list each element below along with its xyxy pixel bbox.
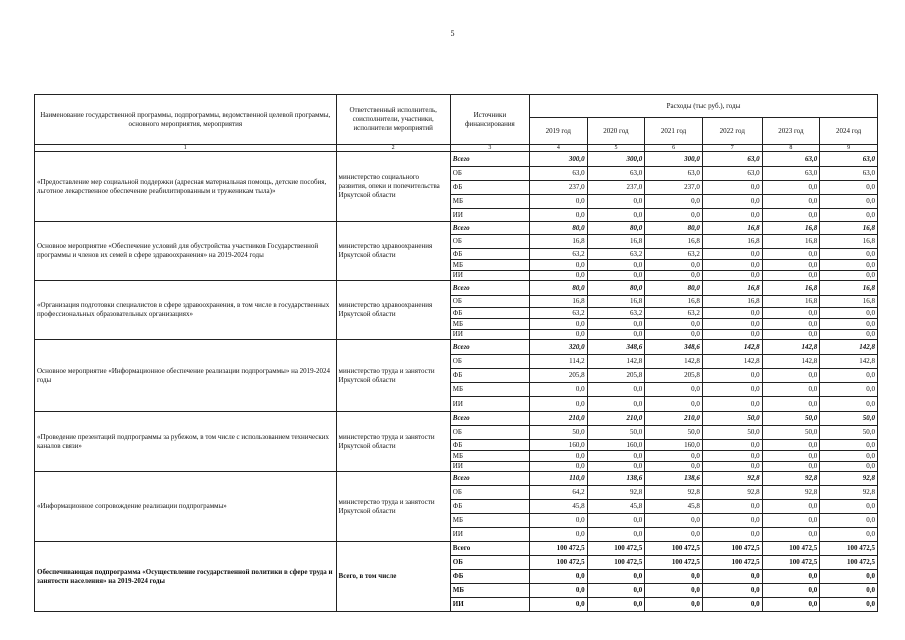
expense-value: 80,0	[530, 222, 588, 235]
expense-value: 0,0	[530, 397, 588, 412]
row-name: Основное мероприятие «Информационное обеспечение реализации подпрограммы» на 2019-2024 годы	[35, 340, 337, 412]
expense-value: 0,0	[762, 271, 820, 281]
expense-value: 300,0	[530, 152, 588, 167]
expense-value: 0,0	[587, 209, 645, 222]
table-row	[35, 222, 878, 235]
table-row	[35, 472, 878, 486]
expense-value: 0,0	[762, 383, 820, 397]
expense-value: 205,8	[530, 369, 588, 383]
expense-value: 0,0	[587, 598, 645, 612]
funding-source: ОБ	[450, 296, 529, 308]
expense-value: 0,0	[820, 584, 878, 598]
expense-value: 142,8	[820, 355, 878, 369]
expense-value: 0,0	[645, 383, 703, 397]
expense-value: 0,0	[530, 584, 588, 598]
expense-value: 0,0	[820, 369, 878, 383]
expense-value: 0,0	[645, 330, 703, 340]
funding-source: ОБ	[450, 486, 529, 500]
funding-source: ОБ	[450, 556, 529, 570]
expense-value: 0,0	[762, 181, 820, 195]
funding-source: ОБ	[450, 426, 529, 440]
expense-value: 0,0	[820, 308, 878, 319]
expense-value: 300,0	[645, 152, 703, 167]
expense-value: 92,8	[762, 486, 820, 500]
funding-source: ФБ	[450, 308, 529, 319]
table-row	[35, 340, 878, 355]
column-number: 1	[35, 145, 337, 152]
expense-value: 63,2	[645, 308, 703, 319]
expense-value: 0,0	[645, 209, 703, 222]
expense-value: 0,0	[587, 271, 645, 281]
expense-value: 0,0	[530, 271, 588, 281]
expense-value: 50,0	[762, 412, 820, 426]
expense-value: 16,8	[530, 235, 588, 249]
expense-value: 16,8	[702, 296, 762, 308]
expense-value: 0,0	[645, 195, 703, 209]
expense-value: 0,0	[530, 319, 588, 330]
expense-value: 0,0	[820, 383, 878, 397]
funding-source: ИИ	[450, 330, 529, 340]
expense-value: 92,8	[702, 472, 762, 486]
expense-value: 0,0	[702, 195, 762, 209]
expense-value: 142,8	[587, 355, 645, 369]
expense-value: 0,0	[587, 570, 645, 584]
expense-value: 205,8	[587, 369, 645, 383]
expense-value: 210,0	[587, 412, 645, 426]
expense-value: 100 472,5	[702, 556, 762, 570]
expense-value: 142,8	[820, 340, 878, 355]
table-row	[35, 281, 878, 296]
expense-value: 0,0	[645, 271, 703, 281]
funding-source: Всего	[450, 281, 529, 296]
expense-value: 100 472,5	[587, 542, 645, 556]
expense-value: 0,0	[587, 451, 645, 462]
funding-source: МБ	[450, 195, 529, 209]
expense-value: 0,0	[762, 598, 820, 612]
expense-value: 64,2	[530, 486, 588, 500]
expense-value: 0,0	[820, 528, 878, 542]
expense-value: 142,8	[702, 340, 762, 355]
expense-value: 0,0	[702, 462, 762, 472]
row-executor: министерство здравоохранения Иркутской области	[336, 222, 450, 281]
expense-value: 100 472,5	[762, 542, 820, 556]
expense-value: 80,0	[530, 281, 588, 296]
expense-value: 0,0	[762, 528, 820, 542]
expense-value: 142,8	[762, 355, 820, 369]
expense-value: 100 472,5	[702, 542, 762, 556]
expense-value: 0,0	[702, 584, 762, 598]
expense-value: 0,0	[762, 570, 820, 584]
column-number: 9	[820, 145, 878, 152]
expense-value: 0,0	[645, 570, 703, 584]
expense-value: 0,0	[762, 451, 820, 462]
expense-value: 63,2	[587, 249, 645, 260]
expense-value: 63,0	[530, 167, 588, 181]
funding-source: ФБ	[450, 440, 529, 451]
expense-value: 0,0	[645, 462, 703, 472]
expense-value: 16,8	[645, 235, 703, 249]
expense-value: 0,0	[820, 440, 878, 451]
expense-value: 50,0	[762, 426, 820, 440]
expense-value: 237,0	[587, 181, 645, 195]
expense-value: 16,8	[820, 222, 878, 235]
expense-value: 16,8	[702, 281, 762, 296]
row-name: «Информационное сопровождение реализации подпрограммы»	[35, 472, 337, 542]
expense-value: 237,0	[645, 181, 703, 195]
expense-value: 100 472,5	[587, 556, 645, 570]
funding-source: ФБ	[450, 570, 529, 584]
expense-value: 0,0	[587, 195, 645, 209]
expense-value: 50,0	[530, 426, 588, 440]
expense-value: 0,0	[762, 440, 820, 451]
column-number: 7	[702, 145, 762, 152]
expense-value: 16,8	[645, 296, 703, 308]
funding-source: ФБ	[450, 181, 529, 195]
expense-value: 100 472,5	[645, 556, 703, 570]
expense-value: 63,0	[702, 167, 762, 181]
expense-value: 63,0	[762, 167, 820, 181]
expense-value: 0,0	[587, 462, 645, 472]
expense-value: 92,8	[820, 472, 878, 486]
row-executor: Всего, в том числе	[336, 542, 450, 612]
expense-value: 63,0	[820, 167, 878, 181]
funding-source: МБ	[450, 451, 529, 462]
expense-value: 0,0	[702, 500, 762, 514]
expense-value: 0,0	[762, 308, 820, 319]
expense-value: 348,6	[645, 340, 703, 355]
expense-value: 0,0	[587, 514, 645, 528]
expense-value: 0,0	[762, 369, 820, 383]
expense-value: 16,8	[530, 296, 588, 308]
expense-value: 0,0	[820, 249, 878, 260]
table-row	[35, 152, 878, 167]
expense-value: 0,0	[762, 500, 820, 514]
expense-value: 114,2	[530, 355, 588, 369]
expense-value: 80,0	[645, 222, 703, 235]
funding-source: ИИ	[450, 528, 529, 542]
funding-source: МБ	[450, 260, 529, 271]
funding-source: ОБ	[450, 355, 529, 369]
expense-value: 0,0	[820, 260, 878, 271]
expense-value: 92,8	[762, 472, 820, 486]
expense-value: 160,0	[530, 440, 588, 451]
row-name: «Предоставление мер социальной поддержки (адресная материальная помощь, детские пособия, льготное лекарственное обеспечение реабилитированным и труженикам тыла)»	[35, 152, 337, 222]
expense-value: 63,0	[587, 167, 645, 181]
expense-value: 0,0	[645, 397, 703, 412]
table-row	[35, 412, 878, 426]
funding-source: ОБ	[450, 235, 529, 249]
row-executor: министерство труда и занятости Иркутской области	[336, 412, 450, 472]
funding-source: МБ	[450, 319, 529, 330]
expense-value: 0,0	[702, 598, 762, 612]
expense-value: 0,0	[702, 570, 762, 584]
expense-value: 0,0	[645, 451, 703, 462]
funding-source: МБ	[450, 584, 529, 598]
expense-value: 16,8	[702, 235, 762, 249]
expense-value: 50,0	[820, 412, 878, 426]
header-year: 2021 год	[645, 118, 703, 145]
expense-value: 63,2	[645, 249, 703, 260]
expense-value: 92,8	[820, 486, 878, 500]
row-name: «Проведение презентаций подпрограммы за рубежом, в том числе с использованием технических каналов связи»	[35, 412, 337, 472]
column-number: 3	[450, 145, 529, 152]
expense-value: 0,0	[762, 260, 820, 271]
expense-value: 237,0	[530, 181, 588, 195]
funding-source: МБ	[450, 514, 529, 528]
expense-value: 0,0	[702, 369, 762, 383]
expense-value: 0,0	[645, 514, 703, 528]
page-number: 5	[450, 29, 455, 38]
expense-value: 100 472,5	[762, 556, 820, 570]
row-name: «Организация подготовки специалистов в сфере здравоохранения, в том числе в государственных профессиональных образовательных организациях»	[35, 281, 337, 340]
expense-value: 0,0	[587, 383, 645, 397]
expense-value: 160,0	[645, 440, 703, 451]
expense-value: 0,0	[702, 271, 762, 281]
expense-value: 0,0	[820, 195, 878, 209]
expense-value: 100 472,5	[530, 556, 588, 570]
expense-value: 16,8	[820, 235, 878, 249]
expense-value: 0,0	[530, 462, 588, 472]
expense-value: 0,0	[702, 383, 762, 397]
header-source: Источники финансирования	[450, 95, 529, 145]
expense-value: 205,8	[645, 369, 703, 383]
funding-source: ОБ	[450, 167, 529, 181]
expense-value: 0,0	[762, 397, 820, 412]
expense-value: 142,8	[645, 355, 703, 369]
expense-value: 63,0	[702, 152, 762, 167]
expense-value: 0,0	[530, 514, 588, 528]
funding-source: ИИ	[450, 462, 529, 472]
expense-value: 0,0	[530, 570, 588, 584]
expense-value: 0,0	[645, 598, 703, 612]
expense-value: 0,0	[702, 209, 762, 222]
funding-source: ИИ	[450, 397, 529, 412]
expense-value: 0,0	[530, 383, 588, 397]
expense-value: 142,8	[762, 340, 820, 355]
row-name: Обеспечивающая подпрограмма «Осуществление государственной политики в сфере труда и занятости населения» на 2019-2024 годы	[35, 542, 337, 612]
expense-value: 63,2	[587, 308, 645, 319]
expense-value: 142,8	[702, 355, 762, 369]
expense-value: 210,0	[530, 412, 588, 426]
expense-value: 0,0	[530, 209, 588, 222]
expense-value: 0,0	[587, 319, 645, 330]
expense-value: 92,8	[645, 486, 703, 500]
expense-value: 0,0	[587, 584, 645, 598]
expense-value: 0,0	[820, 271, 878, 281]
funding-source: Всего	[450, 222, 529, 235]
funding-source: ФБ	[450, 249, 529, 260]
expense-value: 50,0	[645, 426, 703, 440]
expense-value: 0,0	[587, 330, 645, 340]
column-number: 8	[762, 145, 820, 152]
column-number: 4	[530, 145, 588, 152]
column-number: 2	[336, 145, 450, 152]
expense-value: 0,0	[530, 598, 588, 612]
expense-value: 16,8	[587, 235, 645, 249]
expense-value: 0,0	[645, 260, 703, 271]
expense-value: 80,0	[587, 281, 645, 296]
expense-value: 0,0	[820, 209, 878, 222]
row-executor: министерство здравоохранения Иркутской области	[336, 281, 450, 340]
expense-value: 100 472,5	[530, 542, 588, 556]
expense-value: 16,8	[762, 281, 820, 296]
expense-value: 16,8	[762, 235, 820, 249]
expense-value: 300,0	[587, 152, 645, 167]
expense-value: 100 472,5	[820, 556, 878, 570]
expense-value: 16,8	[820, 281, 878, 296]
row-executor: министерство труда и занятости Иркутской области	[336, 472, 450, 542]
expense-value: 50,0	[820, 426, 878, 440]
column-number: 5	[587, 145, 645, 152]
expense-value: 0,0	[645, 584, 703, 598]
funding-source: ФБ	[450, 500, 529, 514]
header-expenses: Расходы (тыс руб.), годы	[530, 95, 878, 118]
expense-value: 45,8	[645, 500, 703, 514]
expense-value: 0,0	[702, 319, 762, 330]
funding-source: ИИ	[450, 598, 529, 612]
expense-value: 16,8	[762, 222, 820, 235]
expense-value: 80,0	[587, 222, 645, 235]
expense-value: 320,0	[530, 340, 588, 355]
expense-value: 50,0	[702, 412, 762, 426]
row-executor: министерство труда и занятости Иркутской области	[336, 340, 450, 412]
expense-value: 0,0	[702, 514, 762, 528]
expense-value: 0,0	[702, 181, 762, 195]
expense-value: 0,0	[762, 319, 820, 330]
expense-value: 0,0	[702, 528, 762, 542]
funding-source: Всего	[450, 152, 529, 167]
expense-value: 0,0	[645, 319, 703, 330]
expense-value: 138,6	[645, 472, 703, 486]
header-name: Наименование государственной программы, подпрограммы, ведомственной целевой программы, основного мероприятия, мероприятия	[35, 95, 337, 145]
header-year: 2022 год	[702, 118, 762, 145]
expense-value: 0,0	[762, 330, 820, 340]
expense-value: 92,8	[587, 486, 645, 500]
expense-value: 0,0	[820, 319, 878, 330]
expense-value: 0,0	[820, 514, 878, 528]
expense-value: 0,0	[587, 528, 645, 542]
expense-value: 0,0	[762, 195, 820, 209]
header-year: 2020 год	[587, 118, 645, 145]
expense-value: 0,0	[530, 330, 588, 340]
expense-value: 63,2	[530, 249, 588, 260]
row-executor: министерство социального развития, опеки и попечительства Иркутской области	[336, 152, 450, 222]
expense-value: 63,0	[645, 167, 703, 181]
expense-value: 50,0	[702, 426, 762, 440]
funding-source: ИИ	[450, 271, 529, 281]
expense-value: 50,0	[587, 426, 645, 440]
expense-value: 348,6	[587, 340, 645, 355]
expense-value: 138,6	[587, 472, 645, 486]
expense-value: 63,0	[820, 152, 878, 167]
funding-source: ИИ	[450, 209, 529, 222]
row-name: Основное мероприятие «Обеспечение условий для обустройства участников Государственной программы и членов их семей в сфере здравоохранения» на 2019-2024 годы	[35, 222, 337, 281]
expense-value: 0,0	[762, 514, 820, 528]
header-executor: Ответственный исполнитель, соисполнители, участники, исполнители мероприятий	[336, 95, 450, 145]
expense-value: 0,0	[702, 330, 762, 340]
expense-value: 0,0	[530, 260, 588, 271]
expense-value: 0,0	[702, 397, 762, 412]
expense-value: 100 472,5	[820, 542, 878, 556]
expense-value: 0,0	[702, 440, 762, 451]
expense-value: 160,0	[587, 440, 645, 451]
expense-value: 0,0	[702, 451, 762, 462]
expense-value: 210,0	[645, 412, 703, 426]
funding-source: Всего	[450, 542, 529, 556]
funding-source: Всего	[450, 472, 529, 486]
expense-value: 0,0	[820, 451, 878, 462]
expense-value: 0,0	[587, 397, 645, 412]
expense-value: 0,0	[762, 462, 820, 472]
table-row	[35, 542, 878, 556]
expense-value: 16,8	[762, 296, 820, 308]
funding-source: Всего	[450, 340, 529, 355]
expense-value: 0,0	[762, 209, 820, 222]
column-number: 6	[645, 145, 703, 152]
expense-value: 0,0	[820, 462, 878, 472]
header-year: 2019 год	[530, 118, 588, 145]
funding-source: Всего	[450, 412, 529, 426]
expense-value: 0,0	[820, 500, 878, 514]
expense-value: 0,0	[820, 330, 878, 340]
expense-value: 80,0	[645, 281, 703, 296]
header-year: 2023 год	[762, 118, 820, 145]
funding-source: ФБ	[450, 369, 529, 383]
expense-value: 0,0	[820, 181, 878, 195]
expense-value: 0,0	[530, 528, 588, 542]
expense-value: 16,8	[587, 296, 645, 308]
expense-value: 100 472,5	[645, 542, 703, 556]
expense-value: 0,0	[820, 598, 878, 612]
expense-value: 0,0	[820, 570, 878, 584]
funding-source: МБ	[450, 383, 529, 397]
expense-value: 63,2	[530, 308, 588, 319]
expense-value: 0,0	[645, 528, 703, 542]
expense-value: 0,0	[587, 260, 645, 271]
expense-value: 0,0	[530, 195, 588, 209]
expense-value: 16,8	[820, 296, 878, 308]
expense-value: 63,0	[762, 152, 820, 167]
expense-value: 45,8	[587, 500, 645, 514]
expense-value: 0,0	[762, 249, 820, 260]
expense-value: 0,0	[820, 397, 878, 412]
expense-value: 92,8	[702, 486, 762, 500]
expense-value: 45,8	[530, 500, 588, 514]
header-year: 2024 год	[820, 118, 878, 145]
budget-table	[34, 94, 878, 612]
expense-value: 0,0	[702, 308, 762, 319]
expense-value: 110,0	[530, 472, 588, 486]
expense-value: 0,0	[530, 451, 588, 462]
expense-value: 0,0	[702, 260, 762, 271]
expense-value: 0,0	[762, 584, 820, 598]
expense-value: 0,0	[702, 249, 762, 260]
expense-value: 16,8	[702, 222, 762, 235]
